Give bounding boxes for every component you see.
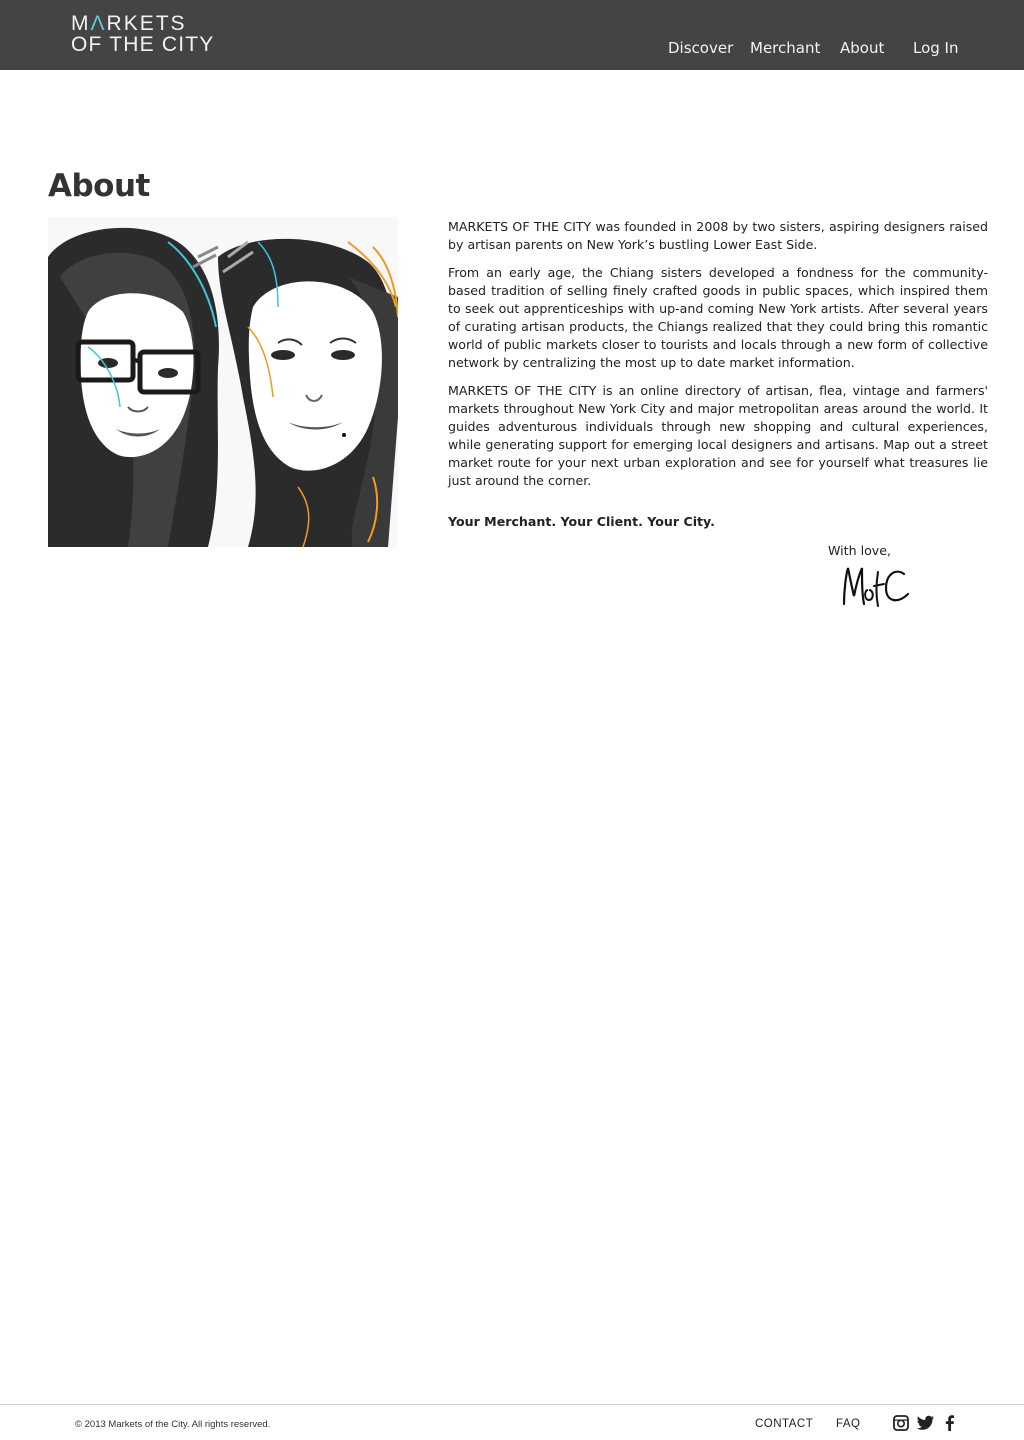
founders-illustration-image bbox=[48, 217, 398, 547]
logo-text-rkets: RKETS bbox=[106, 12, 187, 35]
page-title: About bbox=[48, 168, 150, 204]
logo-accent-a: Λ bbox=[90, 12, 107, 35]
site-logo[interactable] bbox=[71, 13, 215, 55]
sign-off: With love, bbox=[828, 543, 892, 558]
tagline: Your Merchant. Your Client. Your City. bbox=[448, 514, 715, 529]
about-paragraph-1: MARKETS OF THE CITY was founded in 2008 by two sisters, aspiring designers raised by artisan parents on New York’s bustling Lower East Side. bbox=[448, 219, 988, 252]
about-paragraph-3: MARKETS OF THE CITY is an online directory of artisan, flea, vintage and farmers' markets throughout New York City and major metropolitan areas around the world. It guides adventurous individuals through new shopping and cultural experiences, while generating support for emerging local designers and artisans. Map out a street market route for your next urban exploration and see for yourself what treasures lie just around the corner. bbox=[448, 383, 988, 488]
instagram-icon[interactable] bbox=[892, 1414, 910, 1432]
logo-text-city: OF THE CITY bbox=[71, 33, 215, 56]
site-header bbox=[0, 0, 1024, 70]
footer-faq-link[interactable]: FAQ bbox=[836, 1418, 861, 1430]
about-paragraph-2: From an early age, the Chiang sisters developed a fondness for the community-based tradition of selling finely crafted goods in public spaces, which inspired them to seek out apprenticeships with up-and coming New York artists. After several years of curating artisan products, the Chiangs realized that they could bring this romantic world of public markets closer to tourists and locals through a new form of collective network by centralizing the most up to date market information. bbox=[448, 265, 988, 370]
founders-illustration bbox=[48, 217, 398, 547]
about-copy bbox=[448, 218, 988, 500]
signature-image bbox=[838, 560, 914, 612]
twitter-icon[interactable] bbox=[917, 1414, 935, 1432]
nav-discover[interactable]: Discover bbox=[668, 39, 734, 57]
nav-login[interactable]: Log In bbox=[913, 39, 959, 57]
logo-text-m: M bbox=[71, 12, 91, 35]
nav-merchant[interactable]: Merchant bbox=[750, 39, 821, 57]
nav-about[interactable]: About bbox=[840, 39, 885, 57]
footer-divider bbox=[0, 1404, 1024, 1405]
facebook-icon[interactable] bbox=[941, 1414, 959, 1432]
footer-contact-link[interactable]: CONTACT bbox=[755, 1418, 814, 1430]
copyright-text: © 2013 Markets of the City. All rights reserved. bbox=[75, 1419, 271, 1430]
